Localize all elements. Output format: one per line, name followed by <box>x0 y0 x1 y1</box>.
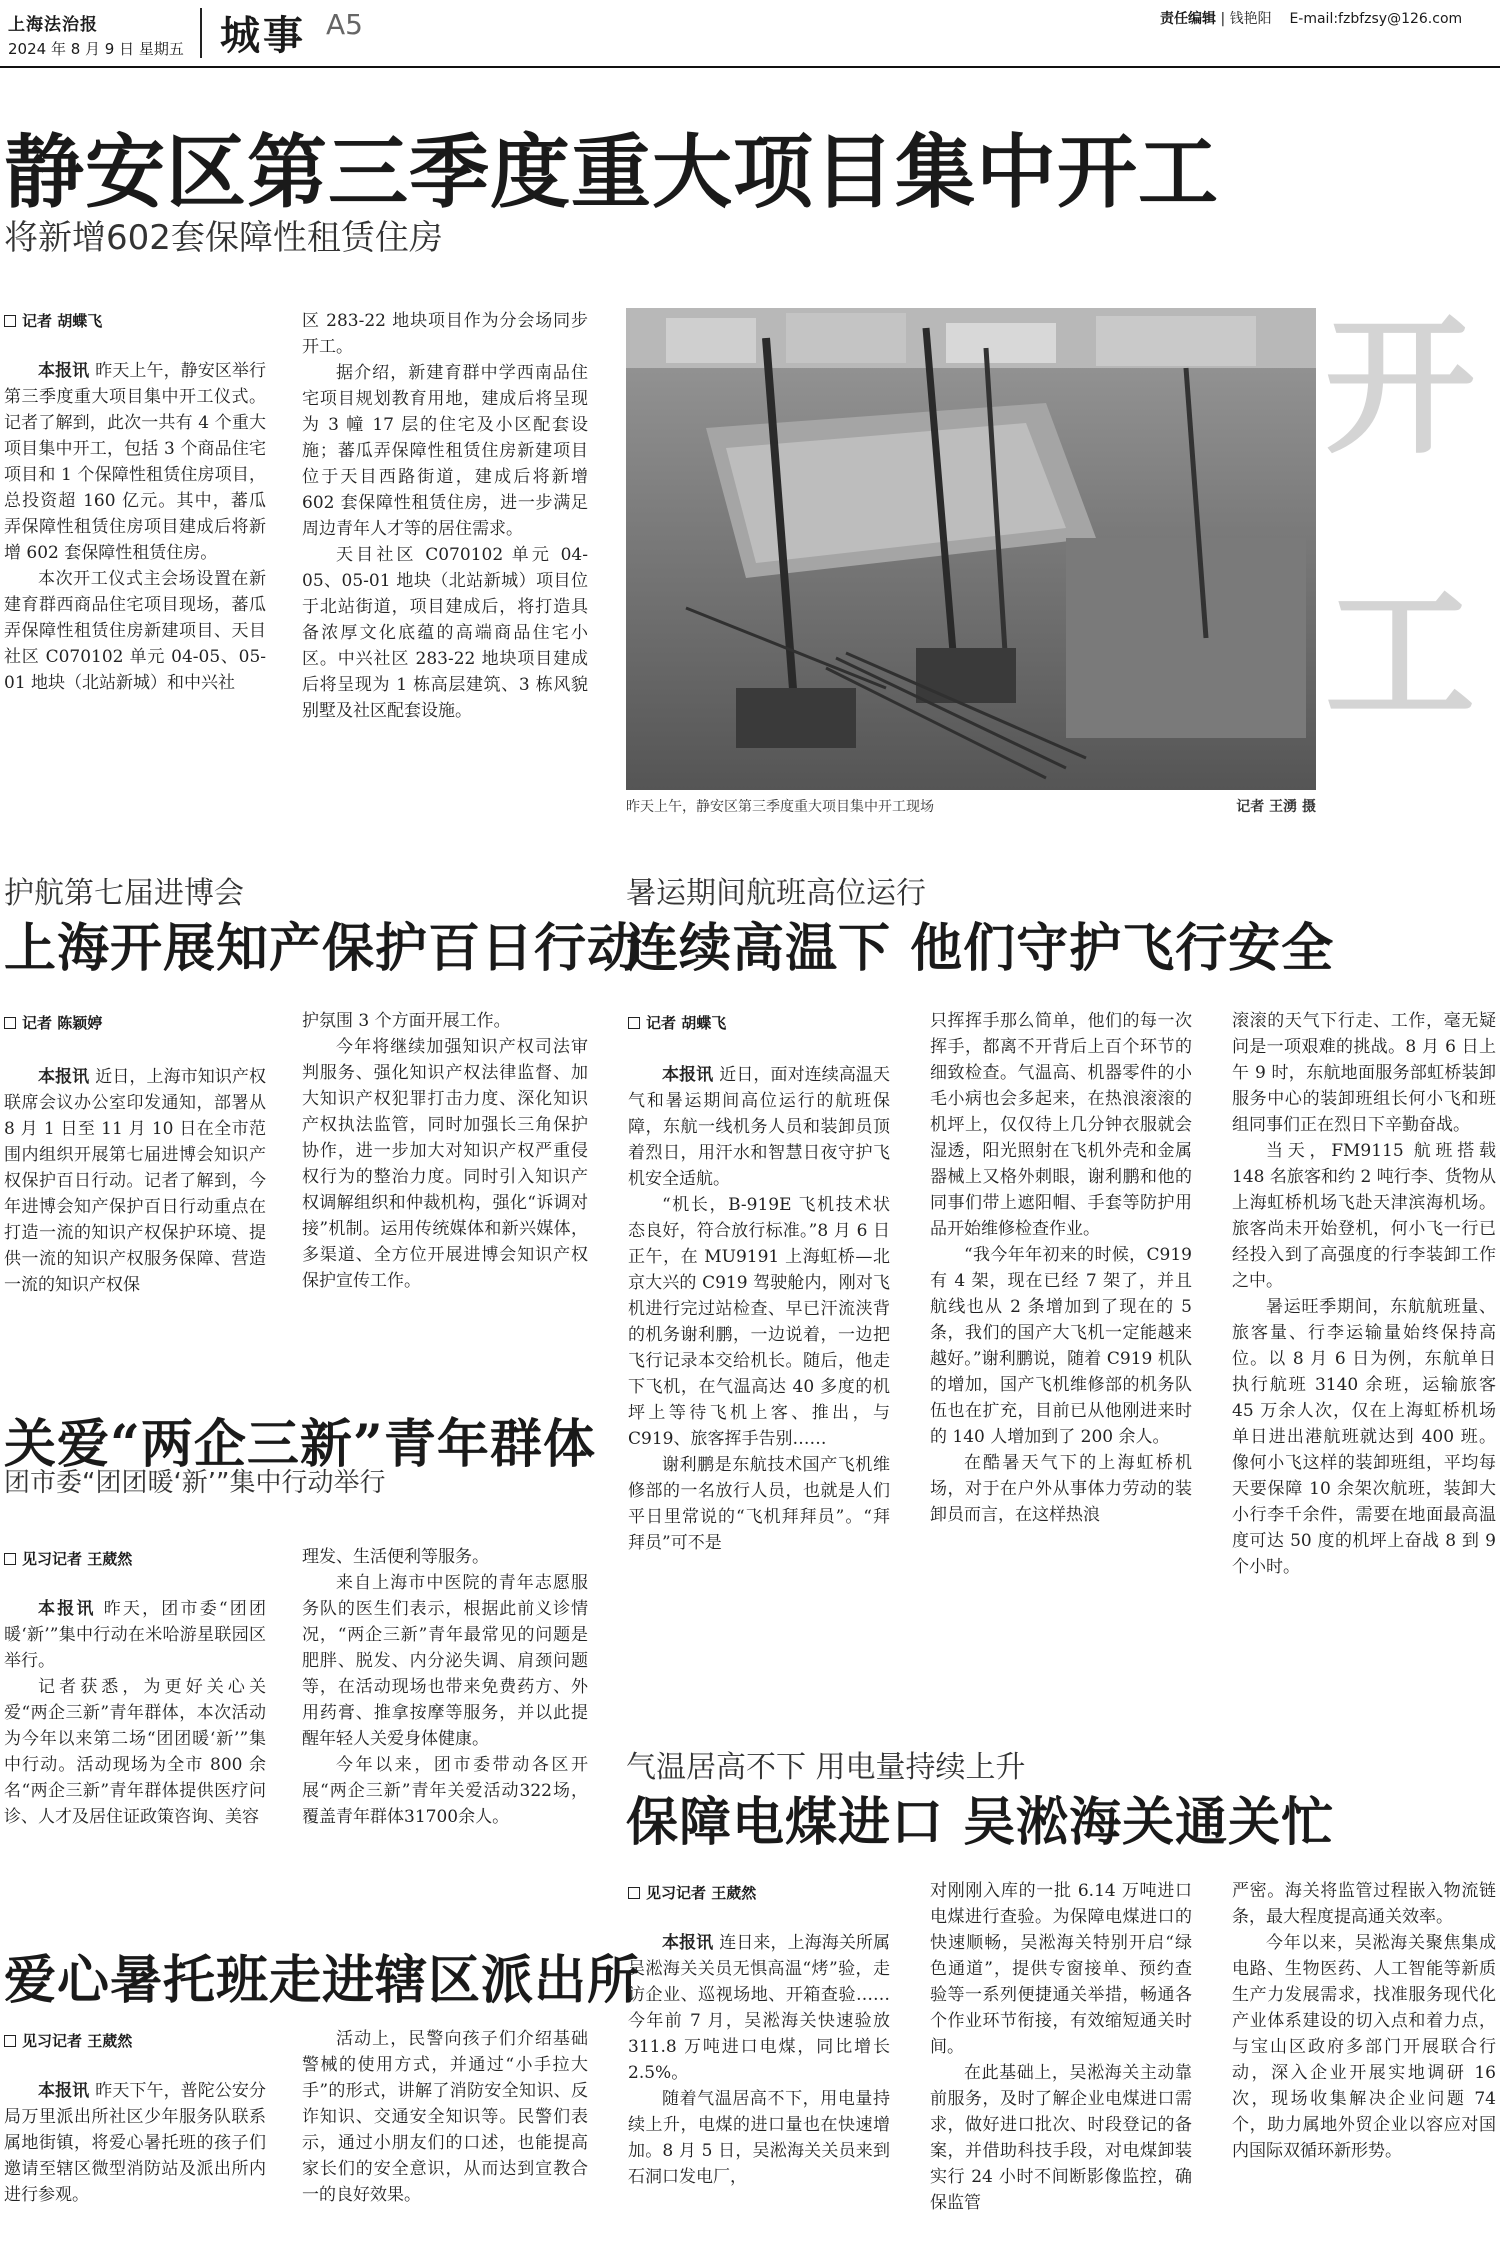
paragraph-text: 只挥挥手那么简单，他们的每一次挥手，都离不开背后上百个环节的细致检查。气温高、机器零件的小毛小病也会多起来，在热浪滚滚的机坪上，仅仅待上几分钟衣服就会湿透，阳光照射在飞机外壳和金属器械上又格外刺眼，谢利鹏和他的同事们带上遮阳帽、手套等防护用品开始维修检查作业。 <box>930 1011 1192 1239</box>
lead-column-1 <box>4 358 266 696</box>
section-name: 城事 <box>220 12 306 59</box>
paragraph-text: 滚滚的天气下行走、工作，毫无疑问是一项艰难的挑战。8 月 6 日上午 9 时，东航地面服务部虹桥装卸服务中心的装卸班组长何小飞和班组同事们正在烈日下辛勤奋战。 <box>1232 1011 1496 1135</box>
flight-byline-text: 记者 胡蝶飞 <box>646 1014 727 1032</box>
article-paragraph <box>4 1064 266 1298</box>
ip-byline-text: 记者 陈颖婷 <box>22 1014 103 1032</box>
editor-email[interactable]: E-mail:fzbfzsy@126.com <box>1289 11 1463 27</box>
article-paragraph <box>4 1596 266 1674</box>
customs-column-3 <box>1232 1878 1496 2164</box>
police-byline <box>4 2030 132 2051</box>
paragraph-text: 严密。海关将监管过程嵌入物流链条，最大程度提高通关效率。 <box>1232 1881 1496 1927</box>
flight-headline: 连续高温下 他们守护飞行安全 <box>626 918 1335 979</box>
youth-byline-text: 见习记者 王葳然 <box>22 1550 133 1568</box>
paragraph-text: 对刚刚入库的一批 6.14 万吨进口电煤进行查验。为保障电煤进口的快速顺畅，吴淞海关特别开启“绿色通道”，提供专窗接单、预约查验等一系列便捷通关举措，畅通各个作业环节衔接，有效缩短通关时间。 <box>930 1881 1192 2057</box>
article-paragraph <box>4 2078 266 2208</box>
paragraph-text: 天目社区 C070102 单元 04-05、05-01 地块（北站新城）项目位于北站街道，项目建成后，将打造具备浓厚文化底蕴的高端商品住宅小区。中兴社区 283-22 地块项目建成后将呈现为 1 栋高层建筑、3 栋风貌别墅及社区配套设施。 <box>302 545 588 721</box>
article-paragraph <box>930 2060 1192 2216</box>
article-paragraph <box>930 1878 1192 2060</box>
lead-headline: 静安区第三季度重大项目集中开工 <box>4 125 1219 219</box>
article-paragraph <box>302 1544 588 1570</box>
paragraph-text: 活动上，民警向孩子们介绍基础警械的使用方式，并通过“小手拉大手”的形式，讲解了消防安全知识、反诈知识、交通安全知识等。民警们表示，通过小朋友们的口述，也能提高家长们的安全意识，从而达到宣教合一的良好效果。 <box>302 2029 588 2205</box>
customs-column-2 <box>930 1878 1192 2216</box>
dateline: 本报讯 <box>662 1933 720 1953</box>
article-paragraph <box>302 360 588 542</box>
youth-column-2 <box>302 1544 588 1830</box>
article-paragraph <box>628 1452 890 1556</box>
dateline: 本报讯 <box>38 361 96 381</box>
article-paragraph <box>302 1752 588 1830</box>
photo-caption <box>626 796 1316 816</box>
editor-info: 责任编辑 | 钱艳阳 E-mail:fzbfzsy@126.com <box>1160 11 1463 27</box>
publication-date: 2024 年 8 月 9 日 星期五 <box>8 40 184 58</box>
paragraph-text: 今年将继续加强知识产权司法审判服务、强化知识产权法律监督、加大知识产权犯罪打击力度、深化知识产权执法监管，同时加强长三角保护协作，进一步加大对知识产权严重侵权行为的整治力度。同时引入知识产权调解组织和仲裁机构，强化“诉调对接”机制。运用传统媒体和新兴媒体，多渠道、全方位开展进博会知识产权保护宣传工作。 <box>302 1037 588 1291</box>
paragraph-text: 近日，面对连续高温天气和暑运期间高位运行的航班保障，东航一线机务人员和装卸员顶着烈日，用汗水和智慧日夜守护飞机安全适航。 <box>628 1065 891 1189</box>
paragraph-text: 在酷暑天气下的上海虹桥机场，对于在户外从事体力劳动的装卸员而言，在这样热浪 <box>930 1453 1192 1525</box>
article-paragraph <box>302 1008 588 1034</box>
paragraph-text: 护氛围 3 个方面开展工作。 <box>302 1011 511 1031</box>
article-paragraph <box>302 1034 588 1294</box>
paragraph-text: 随着气温居高不下，用电量持续上升，电煤的进口量也在快速增加。8 月 5 日，吴淞海关关员来到石洞口发电厂， <box>628 2089 890 2187</box>
ip-column-2 <box>302 1008 588 1294</box>
article-paragraph <box>628 1930 890 2086</box>
article-paragraph <box>4 566 266 696</box>
paragraph-text: 当天，FM9115 航班搭载 148 名旅客和约 2 吨行李、货物从上海虹桥机场飞赴天津滨海机场。旅客尚未开始登机，何小飞一行已经投入到了高强度的行李装卸工作之中。 <box>1232 1141 1496 1291</box>
youth-headline: 关爱“两企三新”青年群体 <box>4 1414 596 1475</box>
article-paragraph <box>628 1192 890 1452</box>
youth-byline <box>4 1548 132 1569</box>
article-paragraph <box>302 308 588 360</box>
customs-byline <box>628 1882 756 1903</box>
youth-subheadline: 团市委“团团暖‘新’”集中行动举行 <box>4 1468 386 1498</box>
article-paragraph <box>4 1674 266 1830</box>
paragraph-text: 理发、生活便利等服务。 <box>302 1547 489 1567</box>
police-column-1 <box>4 2078 266 2208</box>
article-paragraph <box>1232 1138 1496 1294</box>
article-paragraph <box>930 1450 1192 1528</box>
paragraph-text: 昨天下午，普陀公安分局万里派出所社区少年服务队联系属地街镇，将爱心暑托班的孩子们邀请至辖区微型消防站及派出所内进行参观。 <box>4 2081 267 2205</box>
article-paragraph <box>1232 1008 1496 1138</box>
lead-byline-text: 记者 胡蝶飞 <box>22 312 103 330</box>
article-paragraph <box>302 1570 588 1752</box>
paragraph-text: 谢利鹏是东航技术国产飞机维修部的一名放行人员，也就是人们平日里常说的“飞机拜拜员”。“拜拜员”可不是 <box>628 1455 890 1553</box>
ip-byline <box>4 1012 102 1033</box>
lead-byline <box>4 310 102 331</box>
police-column-2 <box>302 2026 588 2208</box>
overlay-char-1: 开 <box>1325 299 1476 475</box>
overlay-char-2: 工 <box>1325 567 1476 743</box>
ip-headline: 上海开展知产保护百日行动 <box>4 918 641 979</box>
paragraph-text: 记者获悉，为更好关心关爱“两企三新”青年群体，本次活动为今年以来第二场“团团暖‘新’”集中行动。活动现场为全市 800 余名“两企三新”青年群体提供医疗问诊、人才及居住证政策咨询、美容 <box>4 1677 266 1827</box>
article-paragraph <box>1232 1878 1496 1930</box>
paragraph-text: 在此基础上，吴淞海关主动靠前服务，及时了解企业电煤进口需求，做好进口批次、时段登记的备案，并借助科技手段，对电煤卸装实行 24 小时不间断影像监控，确保监管 <box>930 2063 1192 2213</box>
flight-column-3 <box>1232 1008 1496 1580</box>
photo-caption-text: 昨天上午，静安区第三季度重大项目集中开工现场 <box>626 799 934 815</box>
editor-label: 责任编辑 <box>1160 11 1216 27</box>
lead-subheadline: 将新增602套保障性租赁住房 <box>4 218 443 258</box>
masthead-rule <box>0 66 1500 68</box>
paragraph-text: 暑运旺季期间，东航航班量、旅客量、行李运输量始终保持高位。以 8 月 6 日为例，东航单日执行航班 3140 余班，运输旅客 45 万余人次，仅在上海虹桥机场单日进出港航班就达到 400 班。像何小飞这样的装卸班组，平均每天要保障 10 余架次航班，装卸大小行李千余件，需要在地面最高温度可达 50 度的机坪上奋战 8 到 9 个小时。 <box>1232 1297 1496 1577</box>
dateline: 本报讯 <box>38 2081 96 2101</box>
paragraph-text: 据介绍，新建育群中学西南品住宅项目规划教育用地，建成后将呈现为 3 幢 17 层的住宅及小区配套设施；蕃瓜弄保障性租赁住房新建项目位于天目西路街道，建成后将新增 602 套保障性租赁住房，进一步满足周边青年人才等的居住需求。 <box>302 363 588 539</box>
lead-column-2 <box>302 308 588 724</box>
dateline: 本报讯 <box>38 1067 96 1087</box>
customs-byline-text: 见习记者 王葳然 <box>646 1884 757 1902</box>
youth-column-1 <box>4 1596 266 1830</box>
paragraph-text: 近日，上海市知识产权联席会议办公室印发通知，部署从 8 月 1 日至 11 月 10 日在全市范围内组织开展第七届进博会知识产权保护百日行动。记者了解到，今年进博会知产保护百日行动重点在打造一流的知识产权保护环境、提供一流的知识产权服务保障、营造一流的知识产权保 <box>4 1067 267 1295</box>
paragraph-text: 本次开工仪式主会场设置在新建育群西商品住宅项目现场，蕃瓜弄保障性租赁住房新建项目、天目社区 C070102 单元 04-05、05-01 地块（北站新城）和中兴社 <box>4 569 266 693</box>
dateline: 本报讯 <box>662 1065 720 1085</box>
customs-column-1 <box>628 1930 890 2190</box>
dateline: 本报讯 <box>38 1599 104 1619</box>
flight-column-1 <box>628 1062 890 1556</box>
article-paragraph <box>302 542 588 724</box>
article-paragraph <box>930 1008 1192 1242</box>
article-paragraph <box>628 2086 890 2190</box>
paragraph-text: “我今年年初来的时候，C919 有 4 架，现在已经 7 架了，并且航线也从 2 条增加到了现在的 5 条，我们的国产大飞机一定能越来越好。”谢利鹏说，随着 C919 机队的增加，国产飞机维修部的机务队伍也在扩充，目前已从他刚进来时的 140 人增加到了 200 余人。 <box>930 1245 1192 1447</box>
customs-headline: 保障电煤进口 吴淞海关通关忙 <box>626 1792 1335 1853</box>
police-headline: 爱心暑托班走进辖区派出所 <box>4 1950 641 2011</box>
flight-byline <box>628 1012 726 1033</box>
article-paragraph <box>628 1062 890 1192</box>
paragraph-text: 今年以来，吴淞海关聚焦集成电路、生物医药、人工智能等新质生产力发展需求，找准服务现代化产业体系建设的切入点和着力点，与宝山区政府多部门开展联合行动，深入企业开展实地调研 16 次，现场收集解决企业问题 74 个，助力属地外贸企业以容应对国内国际双循环新形势。 <box>1232 1933 1496 2161</box>
article-paragraph <box>1232 1930 1496 2164</box>
article-paragraph <box>302 2026 588 2208</box>
article-paragraph <box>1232 1294 1496 1580</box>
customs-kicker: 气温居高不下 用电量持续上升 <box>626 1750 1026 1785</box>
paragraph-text: 昨天，团市委“团团暖‘新’”集中行动在米哈游星联园区举行。 <box>4 1599 266 1671</box>
ip-column-1 <box>4 1064 266 1298</box>
paragraph-text: 今年以来，团市委带动各区开展“两企三新”青年关爱活动322场，覆盖青年群体31700余人。 <box>302 1755 588 1827</box>
masthead-divider <box>200 8 202 58</box>
article-paragraph <box>930 1242 1192 1450</box>
editor-name: 钱艳阳 <box>1229 11 1272 27</box>
newspaper-logo: 上海法治报 <box>8 15 98 35</box>
ip-kicker: 护航第七届进博会 <box>4 876 244 911</box>
paragraph-text: 来自上海市中医院的青年志愿服务队的医生们表示，根据此前义诊情况，“两企三新”青年最常见的问题是肥胖、脱发、内分泌失调、肩颈问题等，在活动现场也带来免费药方、外用药膏、推拿按摩等服务，并以此提醒年轻人关爱身体健康。 <box>302 1573 588 1749</box>
police-byline-text: 见习记者 王葳然 <box>22 2032 133 2050</box>
flight-column-2 <box>930 1008 1192 1528</box>
paragraph-text: “机长，B-919E 飞机技术状态良好，符合放行标准。”8 月 6 日正午，在 MU9191 上海虹桥—北京大兴的 C919 驾驶舱内，刚对飞机进行完过站检查、早已汗流浃背的机务谢利鹏，一边说着，一边把飞行记录本交给机长。随后，他走下飞机，在气温高达 40 多度的机坪上等待飞机上客、推出，与 C919、旅客挥手告别…… <box>628 1195 890 1449</box>
construction-site-photo <box>626 308 1316 790</box>
paragraph-text: 区 283-22 地块项目作为分会场同步开工。 <box>302 311 588 357</box>
paragraph-text: 连日来，上海海关所属吴淞海关关员无惧高温“烤”验，走访企业、巡视场地、开箱查验……今年前 7 月，吴淞海关快速验放 311.8 万吨进口电煤，同比增长 2.5%。 <box>628 1933 891 2083</box>
page-number: A5 <box>326 8 363 41</box>
article-paragraph <box>4 358 266 566</box>
flight-kicker: 暑运期间航班高位运行 <box>626 876 926 911</box>
photo-credit: 记者 王湧 摄 <box>1236 799 1316 815</box>
paragraph-text: 昨天上午，静安区举行第三季度重大项目集中开工仪式。记者了解到，此次一共有 4 个重大项目集中开工，包括 3 个商品住宅项目和 1 个保障性租赁住房项目，总投资超 160 亿元。其中，蕃瓜弄保障性租赁住房项目建成后将新增 602 套保障性租赁住房。 <box>4 361 267 563</box>
